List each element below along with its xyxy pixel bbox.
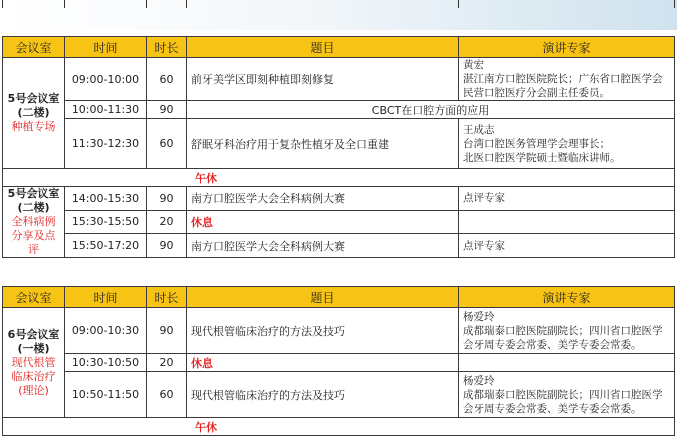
time-cell: 09:00-10:00 bbox=[65, 58, 147, 101]
topic-cell: 南方口腔医学大会全科病例大赛 bbox=[187, 234, 459, 258]
speaker-cell: 点评专家 bbox=[459, 187, 675, 211]
room-name: 5号会议室 (二楼) bbox=[7, 187, 60, 214]
room-name: 5号会议室 (二楼) bbox=[7, 92, 60, 119]
topic-cell: 休息 bbox=[187, 210, 459, 234]
topic-cell: 休息 bbox=[187, 354, 459, 372]
header-duration: 时长 bbox=[147, 37, 187, 58]
speaker-cell: 杨爱玲 成都瑞泰口腔医院副院长；四川省口腔医学会牙周专委会常委、美学专委会常委。 bbox=[459, 308, 675, 354]
duration-cell: 90 bbox=[147, 308, 187, 354]
lunch-row bbox=[3, 418, 675, 436]
lunch-label: 午休 bbox=[3, 418, 675, 436]
time-cell: 10:00-11:30 bbox=[65, 101, 147, 119]
duration-cell: 90 bbox=[147, 187, 187, 211]
duration-cell: 90 bbox=[147, 234, 187, 258]
table-row bbox=[3, 372, 675, 418]
room-name: 6号会议室 (一楼) bbox=[7, 327, 60, 355]
header-room: 会议室 bbox=[3, 37, 65, 58]
table-row bbox=[3, 308, 675, 354]
table-row bbox=[3, 187, 675, 211]
speaker-cell bbox=[459, 210, 675, 234]
speaker-cell: 杨爱玲 成都瑞泰口腔医院副院长；四川省口腔医学会牙周专委会常委、美学专委会常委。 bbox=[459, 372, 675, 418]
lunch-row bbox=[3, 169, 675, 187]
time-cell: 11:30-12:30 bbox=[65, 119, 147, 169]
room-track: 种植专场 bbox=[11, 120, 56, 133]
lunch-label: 午休 bbox=[3, 169, 675, 187]
duration-cell: 20 bbox=[147, 210, 187, 234]
topic-cell: CBCT在口腔方面的应用 bbox=[187, 101, 675, 119]
table-row bbox=[3, 101, 675, 119]
top-banner bbox=[0, 0, 677, 30]
room-cell bbox=[3, 187, 65, 258]
time-cell: 10:30-10:50 bbox=[65, 354, 147, 372]
header-speaker: 演讲专家 bbox=[459, 37, 675, 58]
header-room: 会议室 bbox=[3, 287, 65, 308]
room-track: 全科病例分享及点评 bbox=[11, 215, 56, 256]
table-row bbox=[3, 234, 675, 258]
table-row bbox=[3, 354, 675, 372]
speaker-cell: 黄宏 湛江南方口腔医院院长；广东省口腔医学会民营口腔医疗分会副主任委员。 bbox=[459, 58, 675, 101]
table-row bbox=[3, 58, 675, 101]
duration-cell: 90 bbox=[147, 101, 187, 119]
header-topic: 题目 bbox=[187, 287, 459, 308]
topic-cell: 现代根管临床治疗的方法及技巧 bbox=[187, 308, 459, 354]
time-cell: 14:00-15:30 bbox=[65, 187, 147, 211]
speaker-cell: 点评专家 bbox=[459, 234, 675, 258]
topic-cell: 舒眠牙科治疗用于复杂性植牙及全口重建 bbox=[187, 119, 459, 169]
header-time: 时间 bbox=[65, 37, 147, 58]
header-topic: 题目 bbox=[187, 37, 459, 58]
time-cell: 09:00-10:30 bbox=[65, 308, 147, 354]
duration-cell: 60 bbox=[147, 119, 187, 169]
time-cell: 10:50-11:50 bbox=[65, 372, 147, 418]
room-cell bbox=[3, 58, 65, 169]
time-cell: 15:30-15:50 bbox=[65, 210, 147, 234]
table-row bbox=[3, 119, 675, 169]
table-header-row bbox=[3, 37, 675, 58]
header-duration: 时长 bbox=[147, 287, 187, 308]
speaker-cell: 王成志 台湾口腔医务管理学会理事长； 北医口腔医学院硕士暨临床讲师。 bbox=[459, 119, 675, 169]
duration-cell: 60 bbox=[147, 372, 187, 418]
duration-cell: 60 bbox=[147, 58, 187, 101]
table-row bbox=[3, 210, 675, 234]
topic-cell: 现代根管临床治疗的方法及技巧 bbox=[187, 372, 459, 418]
table-header-row bbox=[3, 287, 675, 308]
schedule-table-1 bbox=[2, 36, 675, 258]
topic-cell: 前牙美学区即刻种植即刻修复 bbox=[187, 58, 459, 101]
speaker-cell bbox=[459, 354, 675, 372]
room-cell bbox=[3, 308, 65, 418]
duration-cell: 20 bbox=[147, 354, 187, 372]
time-cell: 15:50-17:20 bbox=[65, 234, 147, 258]
topic-cell: 南方口腔医学大会全科病例大赛 bbox=[187, 187, 459, 211]
header-time: 时间 bbox=[65, 287, 147, 308]
room-track: 现代根管临床治疗(理论) bbox=[11, 355, 56, 397]
schedule-table-2 bbox=[2, 286, 675, 436]
header-speaker: 演讲专家 bbox=[459, 287, 675, 308]
